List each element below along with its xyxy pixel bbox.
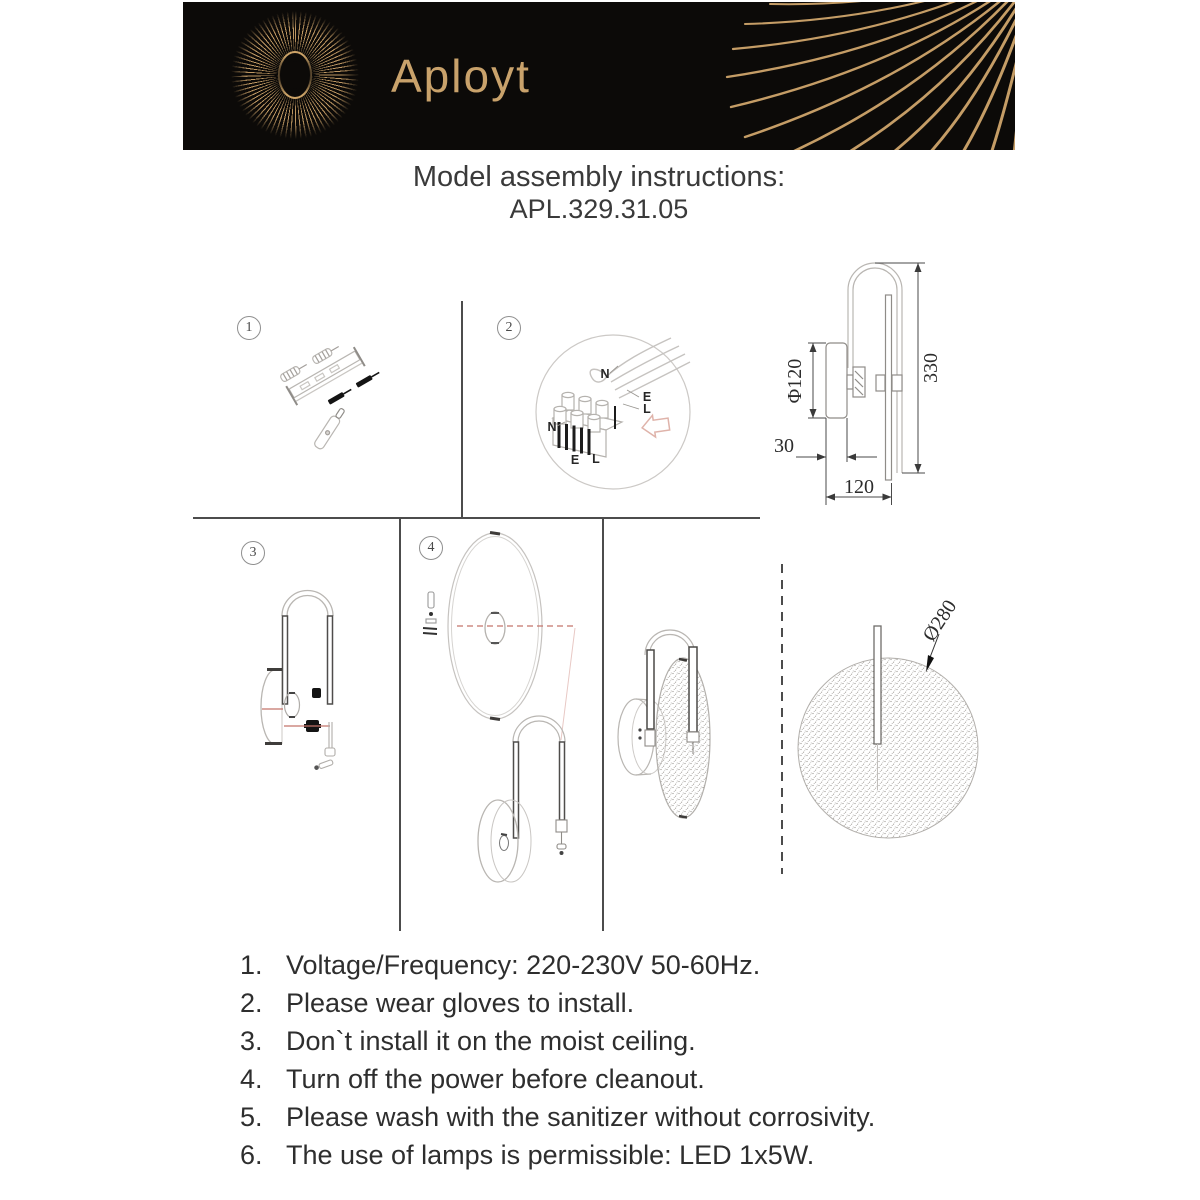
instructions-list: [183, 950, 1015, 1178]
instruction-item: [183, 988, 1015, 1026]
instruction-text: Turn off the power before cleanout.: [286, 1064, 705, 1094]
mounting-hardware-drawing: [268, 337, 443, 502]
brand-banner: [183, 2, 1015, 150]
brand-name: Aployt: [391, 50, 531, 102]
mounted-lamp-drawing: [618, 612, 783, 837]
dim-shade-diameter-label: Ø280: [918, 596, 962, 646]
sunburst-logo-icon: [228, 8, 362, 142]
ring-assembly-drawing: [418, 522, 623, 907]
panel-divider-vertical-left: [399, 519, 401, 931]
wiring-label-n-left: N: [547, 420, 557, 434]
instruction-item: [183, 1026, 1015, 1064]
step-1-badge: 1: [237, 316, 261, 340]
panel-divider-vertical-top: [461, 301, 463, 518]
instruction-item: [183, 1102, 1015, 1140]
shade-dimension-drawing: [776, 562, 1016, 880]
document-page: [183, 2, 1015, 1196]
instruction-item: [183, 1064, 1015, 1102]
wiring-label-l-bottom: L: [592, 452, 600, 466]
shade-disc: [656, 658, 710, 818]
model-number: APL.329.31.05: [509, 194, 689, 224]
sunburst-core: [278, 51, 312, 99]
instruction-number: 2.: [240, 988, 263, 1018]
lamp-side-assembly-drawing: [213, 572, 388, 797]
wiring-diagram-drawing: [511, 310, 716, 515]
instruction-text: Voltage/Frequency: 220-230V 50-60Hz.: [286, 950, 761, 980]
instruction-number: 3.: [240, 1026, 263, 1056]
instruction-text: The use of lamps is permissible: LED 1x5W.: [286, 1140, 815, 1170]
wire-direction-arrow-icon: [641, 413, 671, 439]
instruction-text: Don`t install it on the moist ceiling.: [286, 1026, 696, 1056]
instruction-number: 4.: [240, 1064, 263, 1094]
wiring-label-l-right: L: [643, 402, 651, 416]
instruction-number: 1.: [240, 950, 263, 980]
instruction-item: [183, 1140, 1015, 1178]
page-title: Model assembly instructions:: [412, 161, 786, 193]
side-dimension-drawing: [768, 237, 1018, 522]
dim-depth-label: 30: [774, 435, 794, 457]
instruction-item: [183, 950, 1015, 988]
dim-width-label: 120: [844, 476, 874, 498]
instruction-text: Please wash with the sanitizer without corrosivity.: [286, 1102, 876, 1132]
title-block: [183, 160, 1015, 225]
dim-height-label: 330: [920, 353, 942, 383]
wiring-label-n-top: N: [600, 367, 610, 381]
step-3-badge: 3: [241, 541, 265, 565]
dim-plate-diameter-label: Φ120: [784, 358, 806, 404]
instruction-text: Please wear gloves to install.: [286, 988, 635, 1018]
panel-divider-horizontal: [193, 517, 760, 519]
rays-decoration-icon: [715, 2, 1015, 150]
wiring-label-e-bottom: E: [570, 453, 580, 467]
shade-front-disc: [798, 658, 978, 838]
step-2-badge: 2: [497, 316, 521, 340]
instruction-number: 6.: [240, 1140, 263, 1170]
instruction-number: 5.: [240, 1102, 263, 1132]
wiring-label-e-right: E: [642, 390, 652, 404]
step-4-badge: 4: [419, 536, 443, 560]
